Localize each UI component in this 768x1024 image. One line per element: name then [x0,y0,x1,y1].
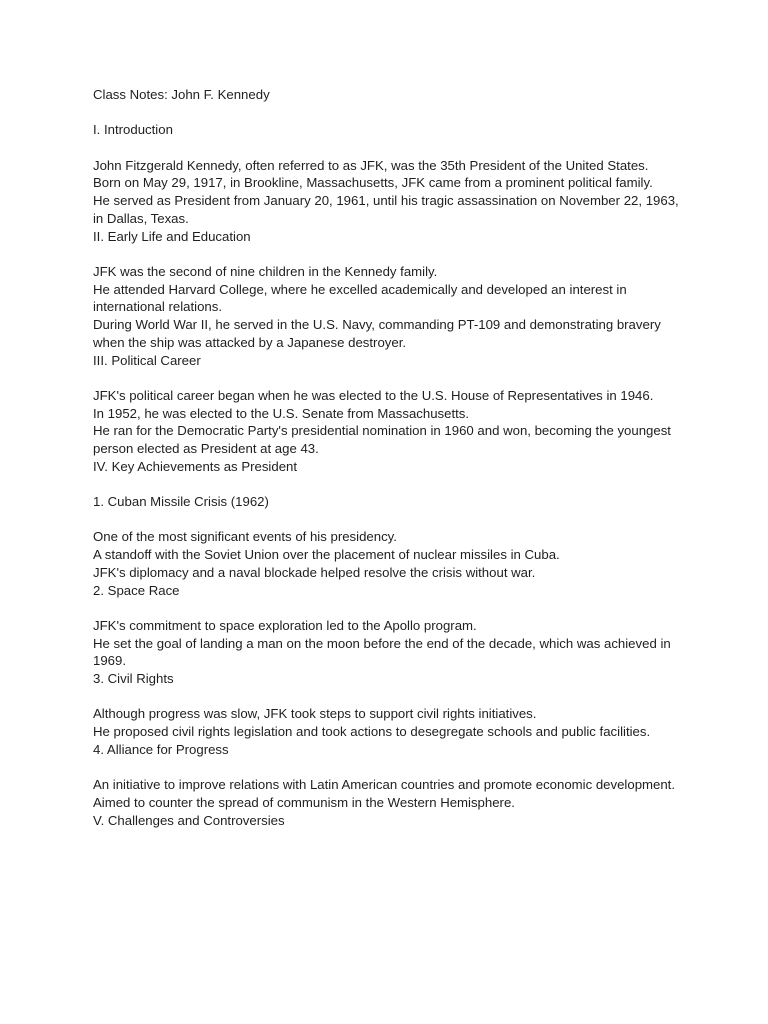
document-title: Class Notes: John F. Kennedy [93,87,270,102]
paragraph: He set the goal of landing a man on the moon before the end of the decade, which was achieved in 1969. [93,635,671,669]
section-heading-key-achievements: IV. Key Achievements as President [93,458,298,474]
spacer [93,599,683,617]
subheading-alliance-for-progress: 4. Alliance for Progress [93,741,229,757]
spacer [93,104,683,122]
paragraph: JFK's commitment to space exploration led to the Apollo program. [93,617,477,633]
paragraph: John Fitzgerald Kennedy, often referred to as JFK, was the 35th President of the United States. [93,157,649,173]
paragraph: In 1952, he was elected to the U.S. Senate from Massachusetts. [93,405,470,421]
subheading-space-race: 2. Space Race [93,582,180,598]
spacer [93,139,683,157]
paragraph: Born on May 29, 1917, in Brookline, Massachusetts, JFK came from a prominent political family. [93,175,653,191]
spacer [93,511,683,529]
paragraph: During World War II, he served in the U.S. Navy, commanding PT-109 and demonstrating bravery when the ship was attacked by a Japanese destroyer. [93,317,661,350]
paragraph: An initiative to improve relations with Latin American countries and promote economic development. [93,777,676,793]
spacer [93,475,683,493]
paragraph: JFK's diplomacy and a naval blockade helped resolve the crisis without war. [93,564,536,580]
spacer [93,245,683,263]
section-heading-early-life: II. Early Life and Education [93,228,251,244]
paragraph: Aimed to counter the spread of communism in the Western Hemisphere. [93,794,515,810]
spacer [93,688,683,706]
section-heading-political-career: III. Political Career [93,352,201,368]
paragraph: JFK's political career began when he was elected to the U.S. House of Representatives in 1946. [93,387,654,403]
subheading-cuban-missile-crisis: 1. Cuban Missile Crisis (1962) [93,494,269,510]
paragraph: He ran for the Democratic Party's presidential nomination in 1960 and won, becoming the youngest person elected as President at age 43. [93,423,671,456]
section-heading-introduction: I. Introduction [93,122,173,138]
paragraph: One of the most significant events of his presidency. [93,529,397,545]
paragraph: Although progress was slow, JFK took steps to support civil rights initiatives. [93,706,537,722]
paragraph: He attended Harvard College, where he excelled academically and developed an interest in international relations. [93,281,627,315]
spacer [93,369,683,387]
paragraph: A standoff with the Soviet Union over the placement of nuclear missiles in Cuba. [93,547,560,563]
paragraph: He served as President from January 20, 1961, until his tragic assassination on November 22, 1963, in Dallas, Texas. [93,193,679,226]
paragraph: JFK was the second of nine children in the Kennedy family. [93,263,438,279]
class-notes-body [93,86,683,829]
subheading-civil-rights: 3. Civil Rights [93,671,174,687]
paragraph: He proposed civil rights legislation and took actions to desegregate schools and public facilities. [93,724,651,740]
section-heading-challenges: V. Challenges and Controversies [93,812,285,828]
spacer [93,759,683,777]
